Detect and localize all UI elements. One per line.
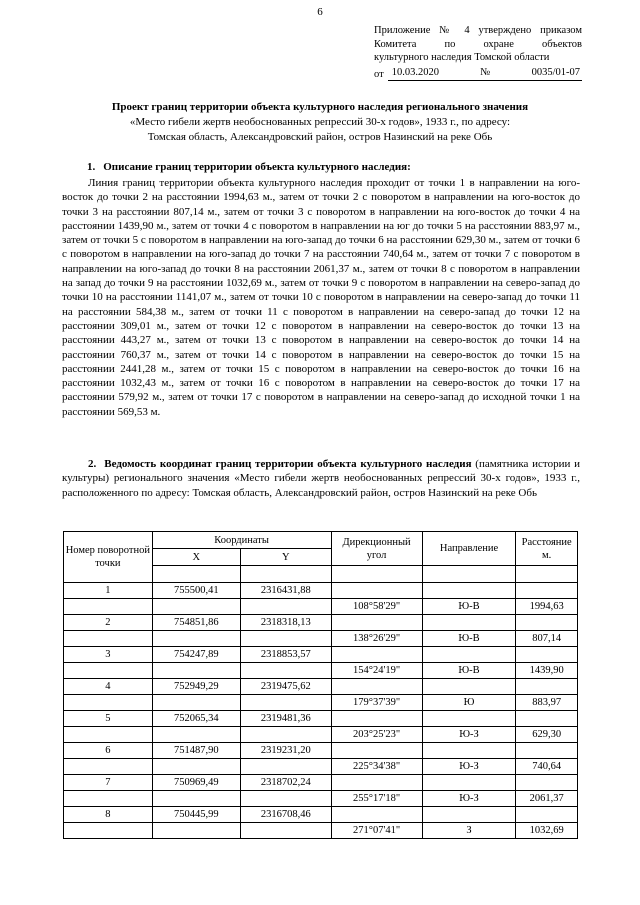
cell-direction-angle: 138°26'29" — [331, 631, 422, 647]
cell-distance — [516, 647, 578, 663]
cell-y — [241, 599, 331, 615]
cell-point-number: 1 — [64, 583, 153, 599]
cell-direction — [422, 615, 516, 631]
cell-point-number: 8 — [64, 807, 153, 823]
approval-ot-label: от — [374, 68, 384, 80]
cell-direction-angle: 108°58'29" — [331, 599, 422, 615]
table-row-segment — [64, 791, 578, 807]
cell-direction — [422, 711, 516, 727]
header-distance: Расстояние м. — [516, 532, 578, 566]
cell-point-number: 7 — [64, 775, 153, 791]
cell-direction-angle — [331, 679, 422, 695]
header-spacer-y — [241, 566, 331, 583]
cell-direction: Ю-З — [422, 759, 516, 775]
table-header-row-1 — [64, 532, 578, 549]
section-1-heading — [55, 160, 585, 175]
header-coordinates: Координаты — [152, 532, 331, 549]
cell-direction-angle: 203°25'23" — [331, 727, 422, 743]
cell-x: 751487,90 — [152, 743, 240, 759]
table-row-point — [64, 775, 578, 791]
table-row-segment — [64, 599, 578, 615]
approval-line-3: культурного наследия Томской области — [374, 52, 550, 63]
cell-point-number — [64, 599, 153, 615]
cell-direction-angle: 154°24'19" — [331, 663, 422, 679]
cell-y: 2316708,46 — [241, 807, 331, 823]
cell-y — [241, 727, 331, 743]
cell-distance: 807,14 — [516, 631, 578, 647]
cell-point-number — [64, 823, 153, 839]
cell-direction-angle — [331, 647, 422, 663]
cell-point-number — [64, 663, 153, 679]
cell-direction: Ю — [422, 695, 516, 711]
table-row-segment — [64, 663, 578, 679]
approval-line-2: Комитета по охране объектов — [374, 38, 582, 50]
table-row-point — [64, 647, 578, 663]
approval-no-label: № — [480, 66, 491, 78]
cell-direction-angle: 255°17'18" — [331, 791, 422, 807]
cell-x: 752949,29 — [152, 679, 240, 695]
approval-order-fill — [388, 66, 582, 82]
cell-point-number — [64, 727, 153, 743]
cell-y — [241, 823, 331, 839]
cell-distance: 2061,37 — [516, 791, 578, 807]
cell-direction: Ю-З — [422, 791, 516, 807]
cell-x — [152, 791, 240, 807]
cell-x — [152, 823, 240, 839]
cell-point-number: 4 — [64, 679, 153, 695]
header-spacer-dist — [516, 566, 578, 583]
cell-x: 754851,86 — [152, 615, 240, 631]
cell-direction-angle — [331, 775, 422, 791]
cell-y — [241, 791, 331, 807]
cell-x — [152, 695, 240, 711]
title-line-2: «Место гибели жертв необоснованных репрессий 30-х годов», 1933 г., по адресу: — [129, 116, 511, 128]
cell-distance: 740,64 — [516, 759, 578, 775]
approval-order-number: 0035/01-07 — [531, 66, 580, 78]
header-spacer-dir — [331, 566, 422, 583]
table-row-point — [64, 679, 578, 695]
cell-point-number — [64, 631, 153, 647]
section-1-number: 1. — [87, 161, 96, 173]
cell-x — [152, 631, 240, 647]
cell-y: 2316431,88 — [241, 583, 331, 599]
header-point-number: Номер поворотной точки — [64, 532, 153, 583]
cell-y: 2318318,13 — [241, 615, 331, 631]
section-2-number: 2. — [88, 458, 97, 470]
cell-distance — [516, 775, 578, 791]
cell-y — [241, 695, 331, 711]
section-2-body-text: (памятника истории и культуры) регионального значения «Место гибели жертв необоснованных репрессий 30-х годов», 1933 г., расположенного по адресу: Томская область, Александровский район, остров Назинский на реке Обь — [62, 458, 581, 499]
table-row-point — [64, 711, 578, 727]
header-spacer-napr — [422, 566, 516, 583]
cell-x — [152, 727, 240, 743]
cell-distance: 1439,90 — [516, 663, 578, 679]
table-body — [64, 583, 578, 839]
approval-order-row — [374, 66, 582, 82]
cell-direction-angle — [331, 743, 422, 759]
cell-y — [241, 663, 331, 679]
cell-direction — [422, 647, 516, 663]
cell-direction-angle — [331, 711, 422, 727]
cell-direction: Ю-В — [422, 631, 516, 647]
cell-distance — [516, 583, 578, 599]
section-1-body: Линия границ территории объекта культурного наследия проходит от точки 1 в направлении на юго-восток до точки 2 на расстоянии 1994,63 м., затем от точки 2 с поворотом в направлении на юго-восток до точки 3 на расстоянии 807,14 м., затем от точки 3 с поворотом в направлении на юго-восток до точки 4 на расстоянии 1439,90 м., затем от точки 4 с поворотом в направлении на юг до точки 5 на расстоянии 883,97 м., затем от точки 5 с поворотом в направлении на юго-запад до точки 6 на расстоянии 629,30 м., затем от точки 6 с поворотом в направлении на юго-запад до точки 7 на расстоянии 740,64 м., затем от точки 7 с поворотом в направлении на юго-запад до точки 8 на расстоянии 2061,37 м., затем от точки 8 с поворотом в направлении на запад до точки 9 на расстоянии 1032,69 м., затем от точки 9 с поворотом в направлении на северо-запад до точки 10 на расстоянии 1141,07 м., затем от точки 10 с поворотом в направлении на северо-запад до точки 11 на расстоянии 584,38 м., затем от точки 11 с поворотом в направлении на северо-запад до точки 12 на расстоянии 309,01 м., затем от точки 12 с поворотом в направлении на северо-восток до точки 13 на расстоянии 443,27 м., затем от точки 13 с поворотом в направлении на северо-восток до точки 14 на расстоянии 760,37 м., затем от точки 14 с поворотом в направлении на северо-восток до точки 15 на расстоянии 2441,28 м., затем от точки 15 с поворотом в направлении на северо-восток до точки 16 на расстоянии 1032,43 м., затем от точки 16 с поворотом в направлении на северо-восток до точки 17 на расстоянии 579,92 м., затем от точки 17 с поворотом в направлении на северо-запад до исходной точки 1 на расстоянии 569,53 м. — [62, 177, 580, 418]
document-title — [55, 100, 585, 145]
table-row-segment — [64, 727, 578, 743]
cell-distance — [516, 679, 578, 695]
cell-direction: Ю-В — [422, 599, 516, 615]
cell-x — [152, 759, 240, 775]
cell-y — [241, 759, 331, 775]
approval-date: 10.03.2020 — [391, 66, 439, 78]
cell-y — [241, 631, 331, 647]
section-2-heading-text: Ведомость координат границ территории объекта культурного наследия — [104, 458, 472, 470]
table-row-point — [64, 615, 578, 631]
table-row-point — [64, 743, 578, 759]
cell-direction: З — [422, 823, 516, 839]
cell-y: 2319231,20 — [241, 743, 331, 759]
cell-distance: 883,97 — [516, 695, 578, 711]
cell-direction: Ю-В — [422, 663, 516, 679]
cell-y: 2319481,36 — [241, 711, 331, 727]
cell-y: 2318702,24 — [241, 775, 331, 791]
cell-y: 2319475,62 — [241, 679, 331, 695]
cell-x: 754247,89 — [152, 647, 240, 663]
coordinates-table — [63, 531, 578, 839]
header-x: X — [152, 549, 240, 566]
cell-distance — [516, 711, 578, 727]
table-row-point — [64, 807, 578, 823]
header-spacer-x — [152, 566, 240, 583]
table-row-segment — [64, 823, 578, 839]
cell-direction-angle — [331, 583, 422, 599]
cell-x: 750445,99 — [152, 807, 240, 823]
cell-x: 752065,34 — [152, 711, 240, 727]
cell-direction — [422, 679, 516, 695]
approval-line-1: Приложение № 4 утверждено приказом — [374, 25, 582, 36]
cell-x: 755500,41 — [152, 583, 240, 599]
cell-x: 750969,49 — [152, 775, 240, 791]
cell-direction: Ю-З — [422, 727, 516, 743]
table-row-segment — [64, 631, 578, 647]
cell-point-number — [64, 695, 153, 711]
table-row-segment — [64, 695, 578, 711]
cell-x — [152, 599, 240, 615]
cell-distance: 629,30 — [516, 727, 578, 743]
cell-direction — [422, 743, 516, 759]
cell-point-number — [64, 759, 153, 775]
cell-point-number — [64, 791, 153, 807]
cell-direction-angle — [331, 807, 422, 823]
header-direction-angle: Дирекционный угол — [331, 532, 422, 566]
section-2-body — [62, 457, 580, 500]
cell-direction-angle — [331, 615, 422, 631]
cell-direction — [422, 807, 516, 823]
cell-point-number: 6 — [64, 743, 153, 759]
header-y: Y — [241, 549, 331, 566]
header-direction: Направление — [422, 532, 516, 566]
cell-distance: 1032,69 — [516, 823, 578, 839]
section-1-heading-text: Описание границ территории объекта культурного наследия: — [103, 161, 411, 173]
cell-direction — [422, 775, 516, 791]
cell-direction — [422, 583, 516, 599]
page-number: 6 — [317, 6, 323, 18]
cell-point-number: 2 — [64, 615, 153, 631]
cell-direction-angle: 225°34'38" — [331, 759, 422, 775]
cell-point-number: 5 — [64, 711, 153, 727]
table-row-segment — [64, 759, 578, 775]
cell-x — [152, 663, 240, 679]
title-line-1: Проект границ территории объекта культурного наследия регионального значения — [111, 101, 529, 113]
table-head — [64, 532, 578, 583]
cell-y: 2318853,57 — [241, 647, 331, 663]
cell-direction-angle: 271°07'41" — [331, 823, 422, 839]
cell-distance — [516, 807, 578, 823]
approval-block — [374, 24, 582, 81]
cell-point-number: 3 — [64, 647, 153, 663]
cell-distance — [516, 743, 578, 759]
cell-distance: 1994,63 — [516, 599, 578, 615]
title-line-3: Томская область, Александровский район, остров Назинский на реке Обь — [147, 131, 493, 143]
cell-distance — [516, 615, 578, 631]
cell-direction-angle: 179°37'39" — [331, 695, 422, 711]
table-row-point — [64, 583, 578, 599]
